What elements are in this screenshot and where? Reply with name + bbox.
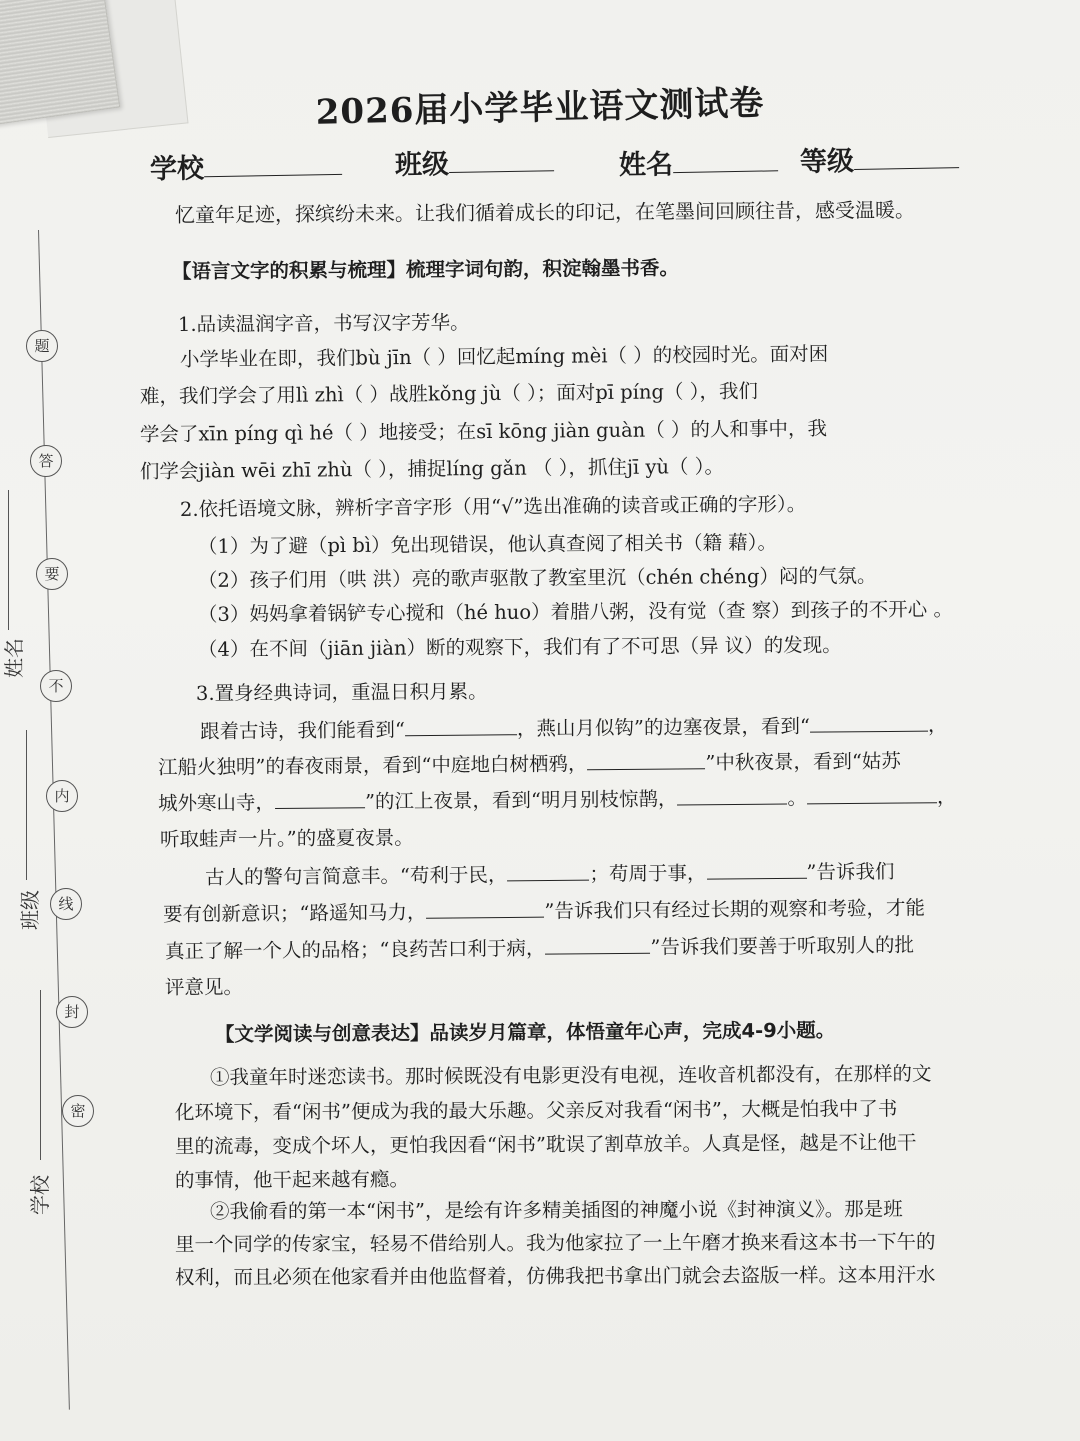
class-blank <box>26 730 27 880</box>
passage-line: 里的流毒，变成个坏人，更怕我因看“闲书”耽误了割草放羊。人真是怪，越是不让他干 <box>174 1131 917 1158</box>
passage-line: 里一个同学的传家宝，轻易不借给别人。我为他家拉了一上午磨才换来看这本书一下午的 <box>174 1230 936 1256</box>
q1-line: 难，我们学会了用lì zhì（ ）战胜kǒng jù（ ）；面对pī píng（ ），我们 <box>139 379 758 408</box>
answer-blank[interactable] <box>807 785 937 804</box>
q3-title: 3.置身经典诗词，重温日积月累。 <box>195 679 488 705</box>
answer-blank[interactable] <box>587 751 705 770</box>
passage-line: ①我童年时迷恋读书。那时候既没有电影更没有电视，连收音机都没有，在那样的文 <box>209 1062 932 1089</box>
q3-text: 评意见。 <box>164 975 244 999</box>
q3-text: 跟着古诗，我们能看到“ <box>199 718 406 743</box>
name-field[interactable] <box>619 140 779 182</box>
name-blank-line[interactable] <box>673 148 778 173</box>
q1-line: 小学毕业在即，我们bù jīn（ ）回忆起míng mèi（ ）的校园时光。面对困 <box>179 342 829 371</box>
grade-blank-line[interactable] <box>854 145 959 170</box>
school-label: 学校 <box>149 153 205 186</box>
seal-char: 内 <box>46 780 78 812</box>
seal-char: 密 <box>62 1095 94 1127</box>
grade-field[interactable] <box>800 137 960 179</box>
answer-blank[interactable] <box>405 717 517 736</box>
answer-blank[interactable] <box>275 790 365 809</box>
binding-margin <box>0 130 130 1441</box>
q2-title: 2.依托语境文脉，辨析字音字形（用“√”选出准确的读音或正确的字形）。 <box>179 492 807 521</box>
section1-heading-text: 梳理字词句韵，积淀翰墨书香。 <box>405 256 680 282</box>
seal-char: 题 <box>26 330 58 362</box>
q2-item: （1）为了避（pì bì）免出现错误，他认真查阅了相关书（籍 藉）。 <box>197 530 778 558</box>
seal-char: 不 <box>40 670 72 702</box>
answer-blank[interactable] <box>810 714 928 733</box>
side-class-label: 班级 <box>18 890 42 930</box>
passage-line: 化环境下，看“闲书”便成为我的最大乐趣。父亲反对我看“闲书”，大概是怕我中了书 <box>174 1097 898 1124</box>
q3-text: ”告诉我们 <box>806 859 895 884</box>
q3-text: 。 <box>787 786 808 810</box>
section2-heading-text: 品读岁月篇章，体悟童年心声，完成4-9小题。 <box>429 1018 836 1045</box>
seal-char: 要 <box>36 558 68 590</box>
passage-line: 权利，而且必须在他家看并由他监督着，仿佛我把书拿出门就会去盗版一样。这本用汗水 <box>174 1263 936 1289</box>
q3-text: ， <box>927 713 948 737</box>
answer-blank[interactable] <box>706 861 806 880</box>
q2-item: （4）在不间（jiān jiàn）断的观察下，我们有了不可思（异 议）的发现。 <box>197 633 842 661</box>
q3-text: ”的江上夜景，看到“明月别枝惊鹊， <box>364 787 678 814</box>
q3-text: 江船火独明”的春夜雨景，看到“中庭地白树栖鸦， <box>157 752 588 779</box>
seal-char: 封 <box>56 996 88 1028</box>
binding-line <box>38 230 70 1410</box>
q3-text: ”告诉我们只有经过长期的观察和考验，才能 <box>544 896 926 923</box>
section1-heading <box>172 258 679 281</box>
q3-text: ，燕山月似钩”的边塞夜景，看到“ <box>516 714 811 741</box>
q2-item: （3）妈妈拿着锅铲专心搅和（hé huo）着腊八粥，没有觉（查 察）到孩子的不开心 。 <box>197 597 954 626</box>
passage-line: 的事情，他干起来越有瘾。 <box>174 1167 410 1192</box>
q3-text: 城外寒山寺， <box>157 790 276 815</box>
grade-label: 等级 <box>799 145 855 178</box>
side-name-label: 姓名 <box>2 638 26 678</box>
name-blank <box>8 490 9 630</box>
answer-blank[interactable] <box>677 787 787 806</box>
seal-char: 线 <box>50 888 82 920</box>
section2-bracket: 【文学阅读与创意表达】 <box>214 1021 430 1046</box>
school-blank-line[interactable] <box>204 152 342 177</box>
name-label: 姓名 <box>618 149 674 182</box>
q3-text: 古人的警句言简意丰。“苟利于民， <box>204 863 508 889</box>
school-field[interactable] <box>150 144 343 186</box>
q3-text: ， <box>936 785 957 809</box>
answer-blank[interactable] <box>545 936 650 955</box>
exam-title: 2026届小学毕业语文测试卷 <box>315 83 765 133</box>
q2-item: （2）孩子们用（哄 洪）亮的歌声驱散了教室里沉（chén chéng）闷的气氛。 <box>197 564 877 592</box>
answer-blank[interactable] <box>426 900 544 919</box>
book-stack <box>0 0 120 126</box>
q1-line: 学会了xīn píng qì hé（ ）地接受；在sī kōng jiàn guàn（ ）的人和事中，我 <box>139 417 828 446</box>
q1-line: 们学会jiàn wēi zhī zhù（ ），捕捉líng gǎn （ ），抓住jī yù（ ）。 <box>139 454 725 483</box>
class-blank-line[interactable] <box>449 148 554 173</box>
q3-text: 要有创新意识；“路遥知马力， <box>162 900 427 926</box>
q3-line <box>165 977 243 997</box>
q3-text: ；苟周于事， <box>589 861 707 886</box>
school-blank <box>40 990 41 1160</box>
answer-blank[interactable] <box>507 863 589 882</box>
class-label: 班级 <box>394 149 450 181</box>
section1-bracket: 【语言文字的积累与梳理】 <box>171 258 407 283</box>
passage-line: ②我偷看的第一本“闲书”，是绘有许多精美插图的神魔小说《封神演义》。那是班 <box>209 1197 903 1223</box>
q3-text: ”中秋夜景，看到“姑苏 <box>705 749 901 775</box>
q3-line <box>160 828 414 849</box>
q3-text: 听取蛙声一片。”的盛夏夜景。 <box>159 826 414 851</box>
side-school-label: 学校 <box>28 1175 52 1215</box>
q3-text: ”告诉我们要善于听取别人的批 <box>650 933 915 959</box>
intro-text: 忆童年足迹，探缤纷未来。让我们循着成长的印记，在笔墨间回顾往昔，感受温暖。 <box>174 197 916 227</box>
section2-heading <box>214 1018 836 1046</box>
class-field[interactable] <box>395 140 555 182</box>
q3-text: 真正了解一个人的品格；“良药苦口利于病， <box>164 936 546 963</box>
seal-char: 答 <box>30 445 62 477</box>
q1-title: 1.品读温润字音，书写汉字芳华。 <box>177 310 470 336</box>
